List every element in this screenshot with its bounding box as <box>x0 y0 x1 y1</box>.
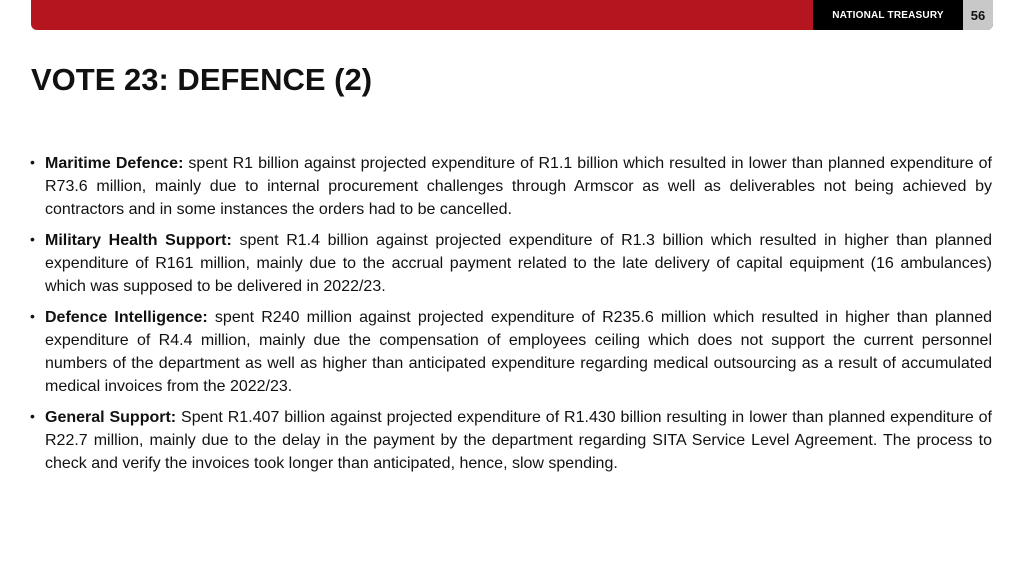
header-bar <box>31 0 993 30</box>
page-number: 56 <box>963 0 993 30</box>
bullet-icon: • <box>30 231 35 247</box>
bullet-icon: • <box>30 408 35 424</box>
bullet-text: spent R1 billion against projected expenditure of R1.1 billion which resulted in lower than planned expenditure of R73.6 million, mainly due to internal procurement challenges through Armscor as well as deliverables not being achieved by contractors and in some instances the orders had to be cancelled. <box>45 155 992 218</box>
bullet-text: spent R1.4 billion against projected expenditure of R1.3 billion which resulted in higher than planned expenditure of R161 million, mainly due to the accrual payment related to the late delivery of capital equipment (16 ambulances) which was supposed to be delivered in 2022/23. <box>45 232 993 295</box>
bullet-item-military-health-support <box>30 229 992 298</box>
bullet-label: Defence Intelligence: <box>45 309 208 326</box>
bullet-label: Maritime Defence: <box>45 155 184 172</box>
slide-title: VOTE 23: DEFENCE (2) <box>31 62 373 97</box>
brand-label: NATIONAL TREASURY <box>813 0 963 30</box>
bullet-label: Military Health Support: <box>45 232 232 249</box>
bullet-item-general-support <box>30 406 992 475</box>
bullet-text: spent R240 million against projected expenditure of R235.6 million which resulted in higher than planned expenditure of R4.4 million, mainly due the compensation of employees ceiling which does not support the current personnel numbers of the department as well as higher than anticipated expenditure regarding medical outsourcing as a result of accumulated medical invoices from the 2022/23. <box>45 309 992 395</box>
bullet-icon: • <box>30 308 35 324</box>
bullet-text: Spent R1.407 billion against projected expenditure of R1.430 billion resulting in lower than planned expenditure of R22.7 million, mainly due to the delay in the payment by the department regarding SITA Service Level Agreement. The process to check and verify the invoices took longer than anticipated, hence, slow spending. <box>45 409 992 472</box>
bullet-list <box>30 152 992 483</box>
bullet-item-defence-intelligence <box>30 306 992 398</box>
bullet-label: General Support: <box>45 409 177 426</box>
bullet-item-maritime-defence <box>30 152 992 221</box>
bullet-icon: • <box>30 154 35 170</box>
